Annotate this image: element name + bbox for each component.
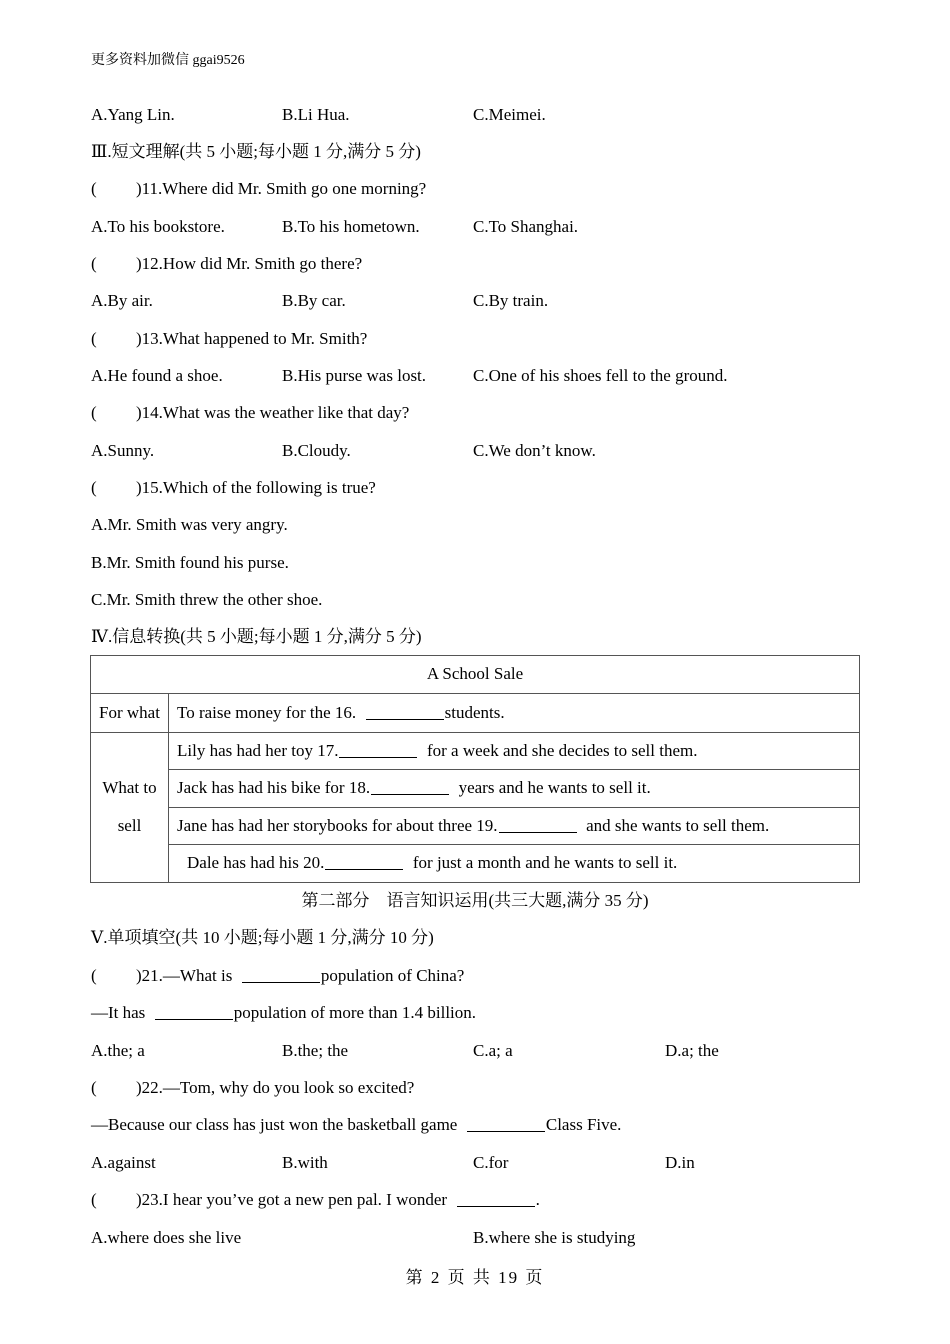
blank-16[interactable] [366, 703, 444, 720]
q10-option-c: C.Meimei. [473, 105, 546, 124]
q23-option-b: B.where she is studying [473, 1228, 636, 1247]
q11-option-c: C.To Shanghai. [473, 217, 579, 236]
q23-stem: ( )23.I hear you’ve got a new pen pal. I wonder . [91, 1190, 540, 1209]
q21-option-b: B.the; the [282, 1041, 349, 1060]
q22-stem: ( )22.—Tom, why do you look so excited? [91, 1078, 415, 1097]
page-header: 更多资料加微信 ggai9526 [91, 53, 245, 68]
q22-option-a: A.against [91, 1153, 156, 1172]
table-row-20: Dale has had his 20. for just a month and he wants to sell it. [169, 845, 860, 883]
table-row-18: Jack has had his bike for 18. years and he wants to sell it. [169, 770, 860, 808]
q15-option-b: B.Mr. Smith found his purse. [91, 553, 289, 572]
section5-title: Ⅴ.单项填空(共 10 小题;每小题 1 分,满分 10 分) [91, 928, 434, 947]
what-to-sell-label: What to sell [91, 732, 169, 882]
q22-option-c: C.for [473, 1153, 509, 1172]
table-row-16: To raise money for the 16. students. [169, 693, 860, 732]
q15-option-c: C.Mr. Smith threw the other shoe. [91, 590, 323, 609]
q13-option-b: B.His purse was lost. [282, 366, 427, 385]
q14-option-c: C.We don’t know. [473, 441, 596, 460]
section4-title: Ⅳ.信息转换(共 5 小题;每小题 1 分,满分 5 分) [91, 627, 422, 646]
blank-18[interactable] [371, 778, 449, 795]
blank-20[interactable] [325, 853, 403, 870]
part2-title: 第二部分 语言知识运用(共三大题,满分 35 分) [301, 891, 649, 910]
info-table [90, 655, 860, 883]
q13-option-c: C.One of his shoes fell to the ground. [473, 366, 728, 385]
q15-option-a: A.Mr. Smith was very angry. [91, 515, 288, 534]
q12-option-c: C.By train. [473, 291, 549, 310]
q12-stem: ( )12.How did Mr. Smith go there? [91, 254, 363, 273]
q23-option-a: A.where does she live [91, 1228, 242, 1247]
blank-21b[interactable] [155, 1003, 233, 1020]
q12-option-a: A.By air. [91, 291, 153, 310]
table-row-17: Lily has had her toy 17. for a week and she decides to sell them. [169, 732, 860, 770]
table-row-19: Jane has had her storybooks for about three 19. and she wants to sell them. [169, 807, 860, 845]
q13-option-a: A.He found a shoe. [91, 366, 223, 385]
blank-17[interactable] [339, 741, 417, 758]
q21-option-d: D.a; the [665, 1041, 719, 1060]
q11-option-b: B.To his hometown. [282, 217, 420, 236]
section3-title: Ⅲ.短文理解(共 5 小题;每小题 1 分,满分 5 分) [91, 142, 421, 161]
blank-23[interactable] [457, 1190, 535, 1207]
q21-option-a: A.the; a [91, 1041, 145, 1060]
q12-option-b: B.By car. [282, 291, 346, 310]
q11-stem: ( )11.Where did Mr. Smith go one morning? [91, 179, 427, 198]
q21-option-c: C.a; a [473, 1041, 513, 1060]
q21-line2: —It has population of more than 1.4 billion. [91, 1003, 477, 1022]
q22-line2: —Because our class has just won the basketball game Class Five. [91, 1115, 622, 1134]
q10-option-b: B.Li Hua. [282, 105, 350, 124]
q22-option-d: D.in [665, 1153, 695, 1172]
blank-22[interactable] [467, 1115, 545, 1132]
page-footer: 第 2 页 共 19 页 [405, 1268, 545, 1287]
q14-option-a: A.Sunny. [91, 441, 155, 460]
q11-option-a: A.To his bookstore. [91, 217, 225, 236]
for-what-label: For what [91, 693, 169, 732]
table-title: A School Sale [91, 656, 860, 694]
q14-stem: ( )14.What was the weather like that day? [91, 403, 410, 422]
q14-option-b: B.Cloudy. [282, 441, 351, 460]
q21-stem: ( )21.—What is population of China? [91, 966, 465, 985]
blank-21a[interactable] [242, 966, 320, 983]
q15-stem: ( )15.Which of the following is true? [91, 478, 376, 497]
q22-option-b: B.with [282, 1153, 328, 1172]
q13-stem: ( )13.What happened to Mr. Smith? [91, 329, 368, 348]
q10-option-a: A.Yang Lin. [91, 105, 175, 124]
blank-19[interactable] [499, 816, 577, 833]
